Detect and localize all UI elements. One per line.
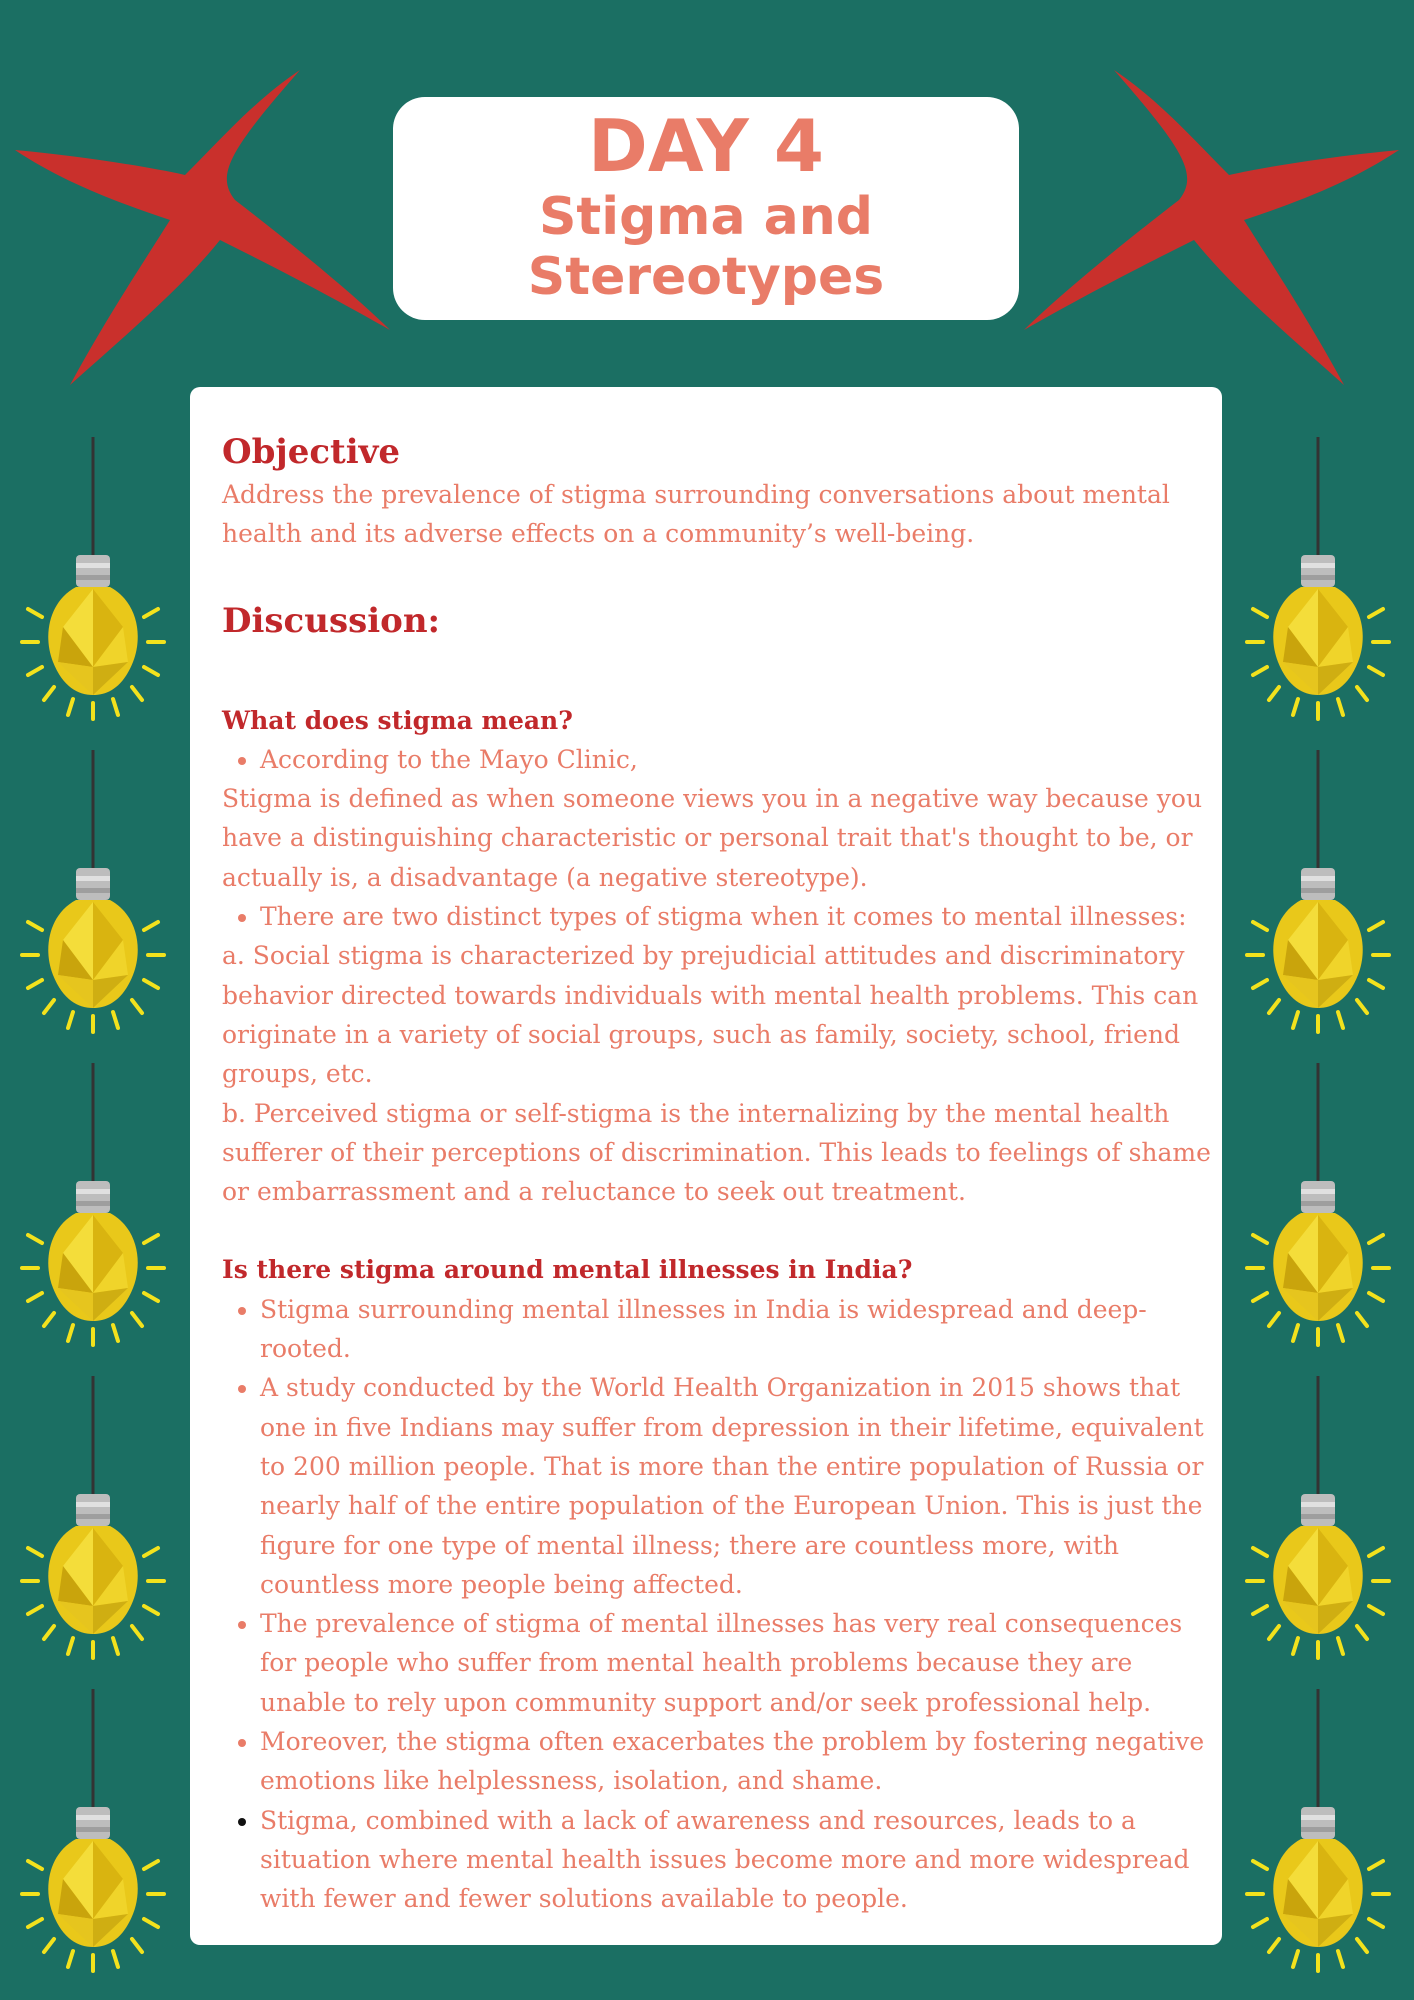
list-item: • There are two distinct types of stigma when it comes to mental illnesses: [260,897,1212,936]
list-item: • Stigma, combined with a lack of awareness and resources, leads to a situation where mental health issues become more and more widespread with fewer and fewer solutions available to people. [260,1801,1212,1919]
light-bulb-icon [18,1376,168,1676]
list-item: • Stigma surrounding mental illnesses in India is widespread and deep-rooted. [260,1290,1212,1369]
day-title: DAY 4 [588,104,824,188]
topic-title-line-1: Stigma and [538,187,874,247]
light-bulb-icon [18,1689,168,1989]
starfish-left-decoration [0,0,420,400]
question-stigma-meaning: What does stigma mean? [222,705,573,735]
title-card [393,97,1019,320]
light-bulb-icon [1243,1063,1393,1363]
list-item: • The prevalence of stigma of mental illnesses has very real consequences for people who suffer from mental health problems because they are unable to rely upon community support and/or seek professional help. [260,1604,1212,1722]
light-bulb-icon [1243,750,1393,1050]
light-bulb-icon [18,437,168,737]
question-stigma-india: Is there stigma around mental illnesses in India? [222,1255,913,1285]
list-item: • A study conducted by the World Health Organization in 2015 shows that one in five Indians may suffer from depression in their lifetime, equivalent to 200 million people. That is more than the entire population of Russia or nearly half of the entire population of the European Union. This is just the figure for one type of mental illness; there are countless more, with countless more people being affected. [260,1368,1212,1604]
india-bullet-list [222,1290,1212,1919]
bullet-list [222,897,1212,936]
light-bulb-icon [1243,1376,1393,1676]
light-bulb-icon [18,750,168,1050]
list-item: • According to the Mayo Clinic, [260,740,1212,779]
objective-text: Address the prevalence of stigma surrounding conversations about mental health and its adverse effects on a community’s well-being. [222,480,1170,549]
bullet-list [222,740,1212,779]
light-bulb-icon [1243,437,1393,737]
social-stigma-text: a. Social stigma is characterized by prejudicial attitudes and discriminatory behavior directed towards individuals with mental health problems. This can originate in a variety of social groups, such as family, society, school, friend groups, etc. [222,941,1199,1089]
stigma-definition-text: Stigma is defined as when someone views you in a negative way because you have a distinguishing characteristic or personal trait that's thought to be, or actually is, a disadvantage (a negative stereotype). [222,784,1203,892]
content-card [190,387,1222,1945]
objective-heading: Objective [222,432,401,472]
topic-title-line-2: Stereotypes [527,247,885,307]
light-bulb-icon [18,1063,168,1363]
discussion-heading: Discussion: [222,600,441,641]
self-stigma-text: b. Perceived stigma or self-stigma is the internalizing by the mental health sufferer of their perceptions of discrimination. This leads to feelings of shame or embarrassment and a reluctance to seek out treatment. [222,1098,1211,1207]
light-bulb-icon [1243,1689,1393,1989]
list-item: • Moreover, the stigma often exacerbates the problem by fostering negative emotions like helplessness, isolation, and shame. [260,1722,1212,1801]
starfish-right-decoration [994,0,1414,400]
